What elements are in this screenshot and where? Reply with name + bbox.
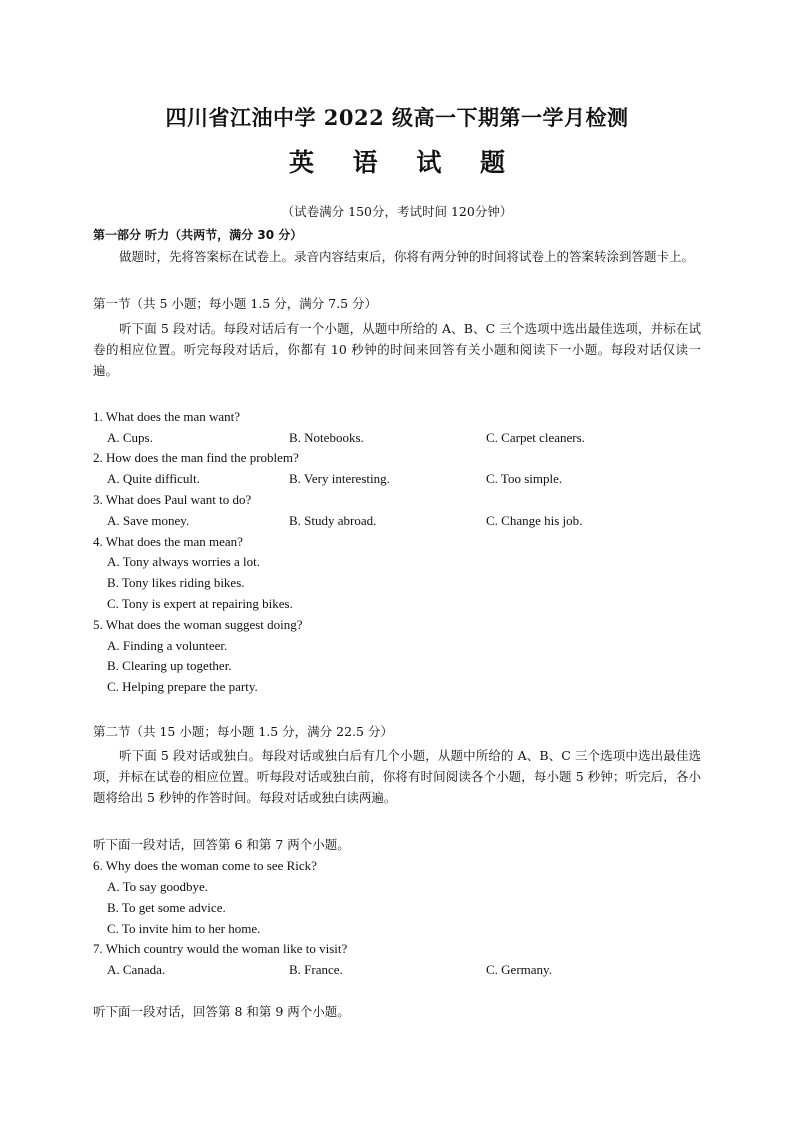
exam-title: 四川省江油中学 2022 级高一下期第一学月检测 [165,105,629,130]
intro-q8-q9: 听下面一段对话，回答第 8 和第 9 两个小题。 [93,1004,350,1019]
q2-option-b: B. Very interesting. [289,471,390,486]
question-7: 7. Which country would the woman like to visit? [93,941,348,956]
q6-option-a: A. To say goodbye. [107,879,209,894]
q7-option-a: A. Canada. [107,962,166,977]
q1-option-b: B. Notebooks. [289,430,364,445]
q1-option-a: A. Cups. [107,430,153,445]
question-6: 6. Why does the woman come to see Rick? [93,858,317,873]
part1-heading: 第一部分 听力（共两节，满分 30 分） [93,228,303,242]
exam-subtitle: 英 语 试 题 [288,148,521,177]
q6-option-c: C. To invite him to her home. [107,921,261,936]
section2-instruction: 听下面 5 段对话或独白。每段对话或独白后有几个小题，从题中所给的 A、B、C 三个选项中选出最佳选项，并标在试卷的相应位置。听每段对话或独白前，你将有时间阅读各个小题，每小题 5 秒钟；听完后，各小题将给出 5 秒钟的作答时间。每段对话或独白读两遍。 [93,748,701,805]
q1-option-c: C. Carpet cleaners. [486,430,585,445]
q2-option-a: A. Quite difficult. [107,471,200,486]
question-4: 4. What does the man mean? [93,534,243,549]
q7-option-c: C. Germany. [486,962,552,977]
intro-q6-q7: 听下面一段对话，回答第 6 和第 7 两个小题。 [93,837,350,852]
section1-heading: 第一节（共 5 小题；每小题 1.5 分，满分 7.5 分） [93,296,378,311]
q2-option-c: C. Too simple. [486,471,563,486]
question-1: 1. What does the man want? [93,409,241,424]
q5-option-a: A. Finding a volunteer. [107,638,228,653]
q3-option-b: B. Study abroad. [289,513,377,528]
question-2: 2. How does the man find the problem? [93,450,299,465]
q4-option-b: B. Tony likes riding bikes. [107,575,245,590]
q6-option-b: B. To get some advice. [107,900,226,915]
q5-option-c: C. Helping prepare the party. [107,679,258,694]
question-5: 5. What does the woman suggest doing? [93,617,303,632]
q4-option-a: A. Tony always worries a lot. [107,554,261,569]
q3-option-c: C. Change his job. [486,513,583,528]
section1-instruction: 听下面 5 段对话。每段对话后有一个小题，从题中所给的 A、B、C 三个选项中选出最佳选项，并标在试卷的相应位置。听完每段对话后，你都有 10 秒钟的时间来回答有关小题和阅读下一小题。每段对话仅读一遍。 [93,321,701,378]
q3-option-a: A. Save money. [107,513,190,528]
exam-info: （试卷满分 150分，考试时间 120分钟） [281,204,513,219]
section2-heading: 第二节（共 15 小题；每小题 1.5 分，满分 22.5 分） [93,724,393,739]
part1-instruction: 做题时，先将答案标在试卷上。录音内容结束后，你将有两分钟的时间将试卷上的答案转涂到答题卡上。 [119,249,695,264]
q5-option-b: B. Clearing up together. [107,658,232,673]
q7-option-b: B. France. [289,962,343,977]
question-3: 3. What does Paul want to do? [93,492,252,507]
q4-option-c: C. Tony is expert at repairing bikes. [107,596,293,611]
